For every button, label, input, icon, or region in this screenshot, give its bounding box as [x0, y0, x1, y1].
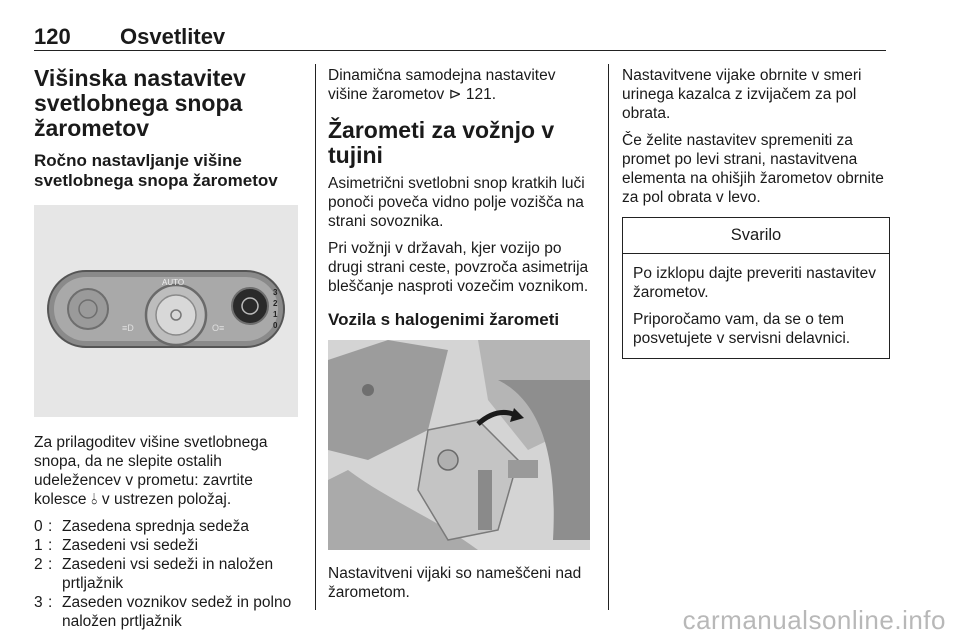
- page-header: [34, 24, 886, 51]
- warning-paragraph: Po izklopu dajte preveriti nastavitev žarometov.: [633, 265, 876, 301]
- sub-heading: Ročno nastavljanje višine svetlobnega snopa žarometov: [34, 151, 278, 190]
- list-item: [34, 536, 302, 555]
- column-divider: [315, 64, 316, 610]
- warning-title: Svarilo: [623, 218, 889, 254]
- list-item-number: 1: [34, 537, 43, 554]
- column-divider: [608, 64, 609, 610]
- list-item-number: 2: [34, 556, 43, 573]
- column-1: [34, 66, 302, 631]
- position-2-label: 2: [273, 299, 278, 308]
- list-item-separator: :: [48, 518, 53, 535]
- list-item-number: 3: [34, 594, 43, 611]
- warning-box: [622, 217, 890, 359]
- foreign-travel-heading: Žarometi za vožnjo v tujini: [328, 117, 555, 168]
- left-traffic-paragraph: Če želite nastavitev spremeniti za promet po levi strani, nastavitvena elementa na ohišjih žarometov obrnite za pol obrata v levo.: [622, 132, 884, 206]
- list-item-number: 0: [34, 518, 43, 535]
- page-number: 120: [34, 24, 71, 49]
- column-2: [328, 66, 596, 610]
- load-position-list: [34, 517, 302, 631]
- halogen-subheading: Vozila s halogenimi žarometi: [328, 310, 560, 329]
- list-item-text: Zasedeni vsi sedeži: [62, 537, 199, 554]
- warning-paragraph: Priporočamo vam, da se o tem posvetujete v servisni delavnici.: [633, 311, 851, 347]
- glare-paragraph: Pri vožnji v državah, kjer vozijo po drugi strani ceste, povzroča asimetrija bleščanje nasproti vozečim voznikom.: [328, 240, 589, 295]
- list-item-separator: :: [48, 556, 53, 573]
- list-item: [34, 593, 302, 631]
- list-item-text: Zaseden voznikov sedež in polno naložen prtljažnik: [62, 594, 292, 630]
- column-3: [622, 66, 890, 359]
- list-item-separator: :: [48, 594, 53, 611]
- headlight-adjuster-image: [328, 340, 590, 550]
- fog-light-icon: ≡D: [122, 323, 134, 333]
- dynamic-leveling-paragraph: Dinamična samodejna nastavitev višine žarometov ⊳ 121.: [328, 67, 556, 103]
- list-item-separator: :: [48, 537, 53, 554]
- rear-fog-icon: O≡: [212, 323, 225, 333]
- section-title: Osvetlitev: [120, 24, 226, 49]
- headlight-switch-image: [34, 205, 298, 417]
- image-caption: Nastavitveni vijaki so nameščeni nad žarometom.: [328, 565, 582, 601]
- position-3-label: 3: [273, 288, 278, 297]
- auto-label: AUTO: [162, 278, 185, 287]
- intro-paragraph: Za prilagoditev višine svetlobnega snopa, da ne slepite ostalih udeležencev v prometu: zavrtite kolesce ⫰ v ustrezen položaj.: [34, 434, 268, 508]
- list-item: [34, 517, 302, 536]
- position-0-label: 0: [273, 321, 278, 330]
- list-item-text: Zasedeni vsi sedeži in naložen prtljažnik: [62, 556, 274, 592]
- list-item: [34, 555, 302, 593]
- warning-body: [623, 254, 889, 358]
- asymmetric-beam-paragraph: Asimetrični svetlobni snop kratkih luči ponoči poveča vidno polje vozišča na strani sovoznika.: [328, 175, 585, 230]
- main-heading: Višinska nastavitev svetlobnega snopa žarometov: [34, 65, 246, 141]
- list-item-text: Zasedena sprednja sedeža: [62, 518, 249, 535]
- position-1-label: 1: [273, 310, 278, 319]
- watermark: carmanualsonline.info: [682, 605, 946, 635]
- turn-screws-paragraph: Nastavitvene vijake obrnite v smeri urinega kazalca z izvijačem za pol obrata.: [622, 67, 862, 122]
- switch-panel-illustration: [34, 205, 298, 417]
- engine-bay-illustration: [328, 340, 590, 550]
